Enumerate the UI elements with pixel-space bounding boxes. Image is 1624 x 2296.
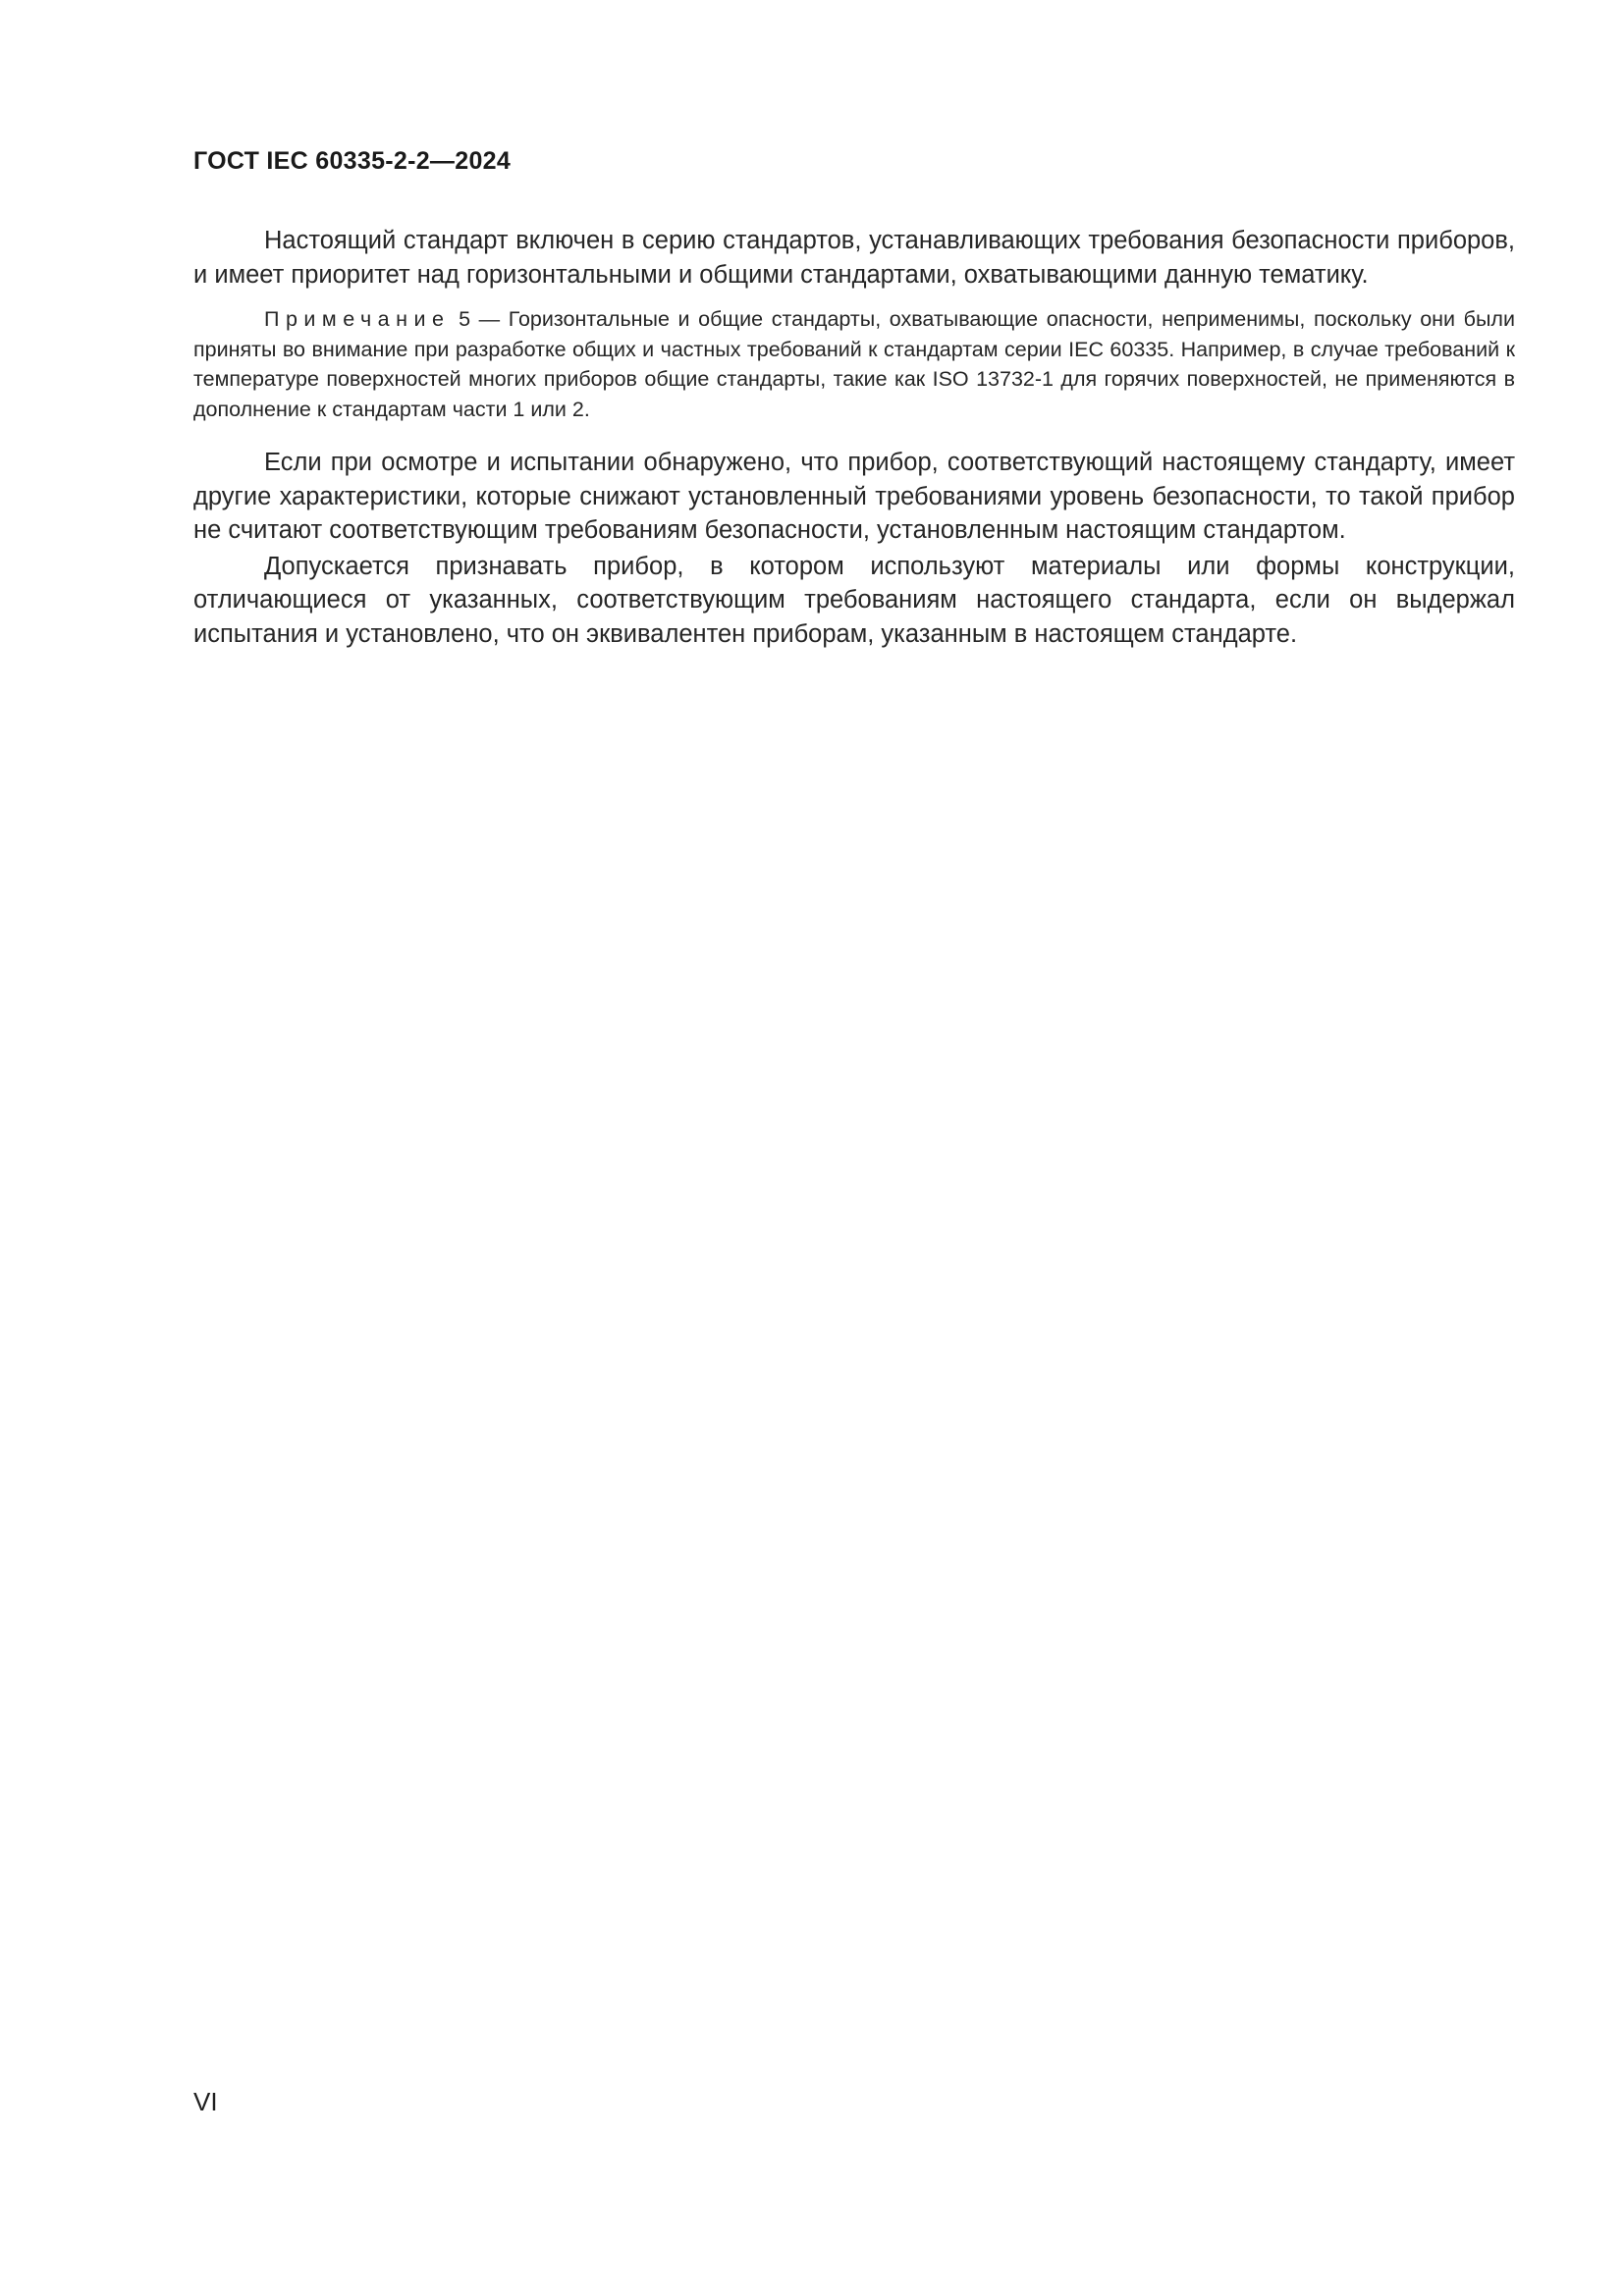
paragraph-nonconformity: Если при осмотре и испытании обнаружено, что прибор, соответствующий настоящему стандарту, имеет другие характеристики, которые снижают установленный требованиями уровень безопасности, то такой прибор не считают соответствующим требованиям безопасности, установленным настоящим стандартом. [193, 449, 1515, 544]
note-text: 5 — Горизонтальные и общие стандарты, охватывающие опасности, неприменимы, поскольку они были приняты во внимание при разработке общих и частных требований к стандартам серии IEC 60335. Например, в случае требований к температуре поверхностей многих приборов общие стандарты, такие как ISO 13732-1 для горячих поверхностей, не применяются в дополнение к стандартам части 1 или 2. [193, 307, 1515, 421]
note-5 [193, 304, 1515, 424]
document-body [193, 224, 1515, 664]
document-code-header: ГОСТ IEC 60335-2-2—2024 [193, 147, 512, 175]
paragraph-scope: Настоящий стандарт включен в серию стандартов, устанавливающих требования безопасности приборов, и имеет приоритет над горизонтальными и общими стандартами, охватывающими данную тематику. [193, 227, 1515, 289]
page-number: VI [193, 2087, 218, 2116]
note-label: Примечание [264, 307, 451, 331]
paragraph-alternative-materials: Допускается признавать прибор, в котором используют материалы или формы конструкции, отличающиеся от указанных, соответствующим требованиям настоящего стандарта, если он выдержал испытания и установлено, что он эквивалентен приборам, указанным в настоящем стандарте. [193, 552, 1515, 648]
